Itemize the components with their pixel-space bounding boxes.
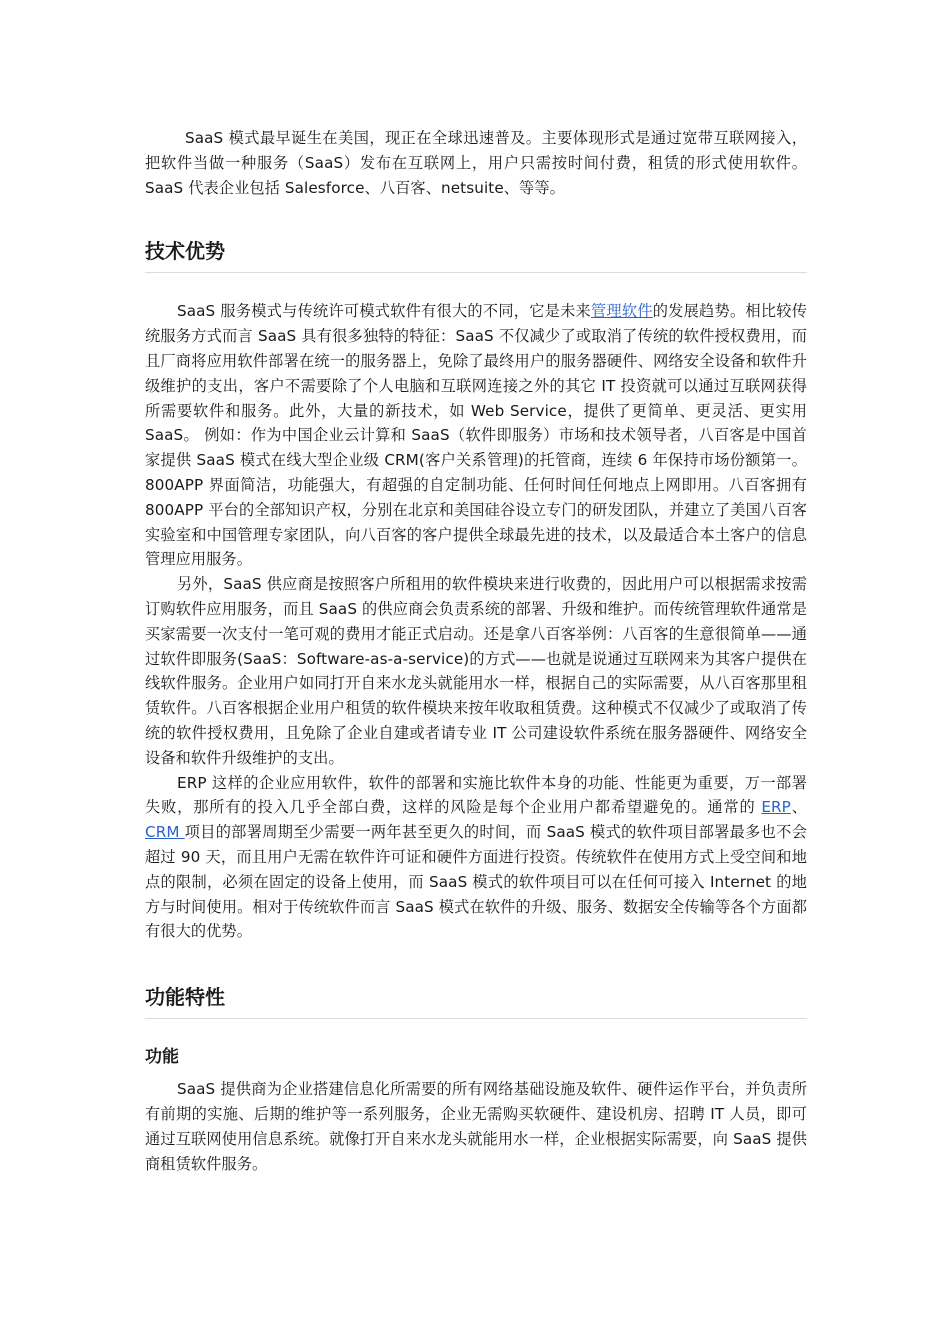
tech-p1-text-before: SaaS 服务模式与传统许可模式软件有很大的不同，它是未来 [177,302,591,321]
subheading-function: 功能 [145,1047,179,1068]
tech-paragraph-1 [145,299,807,572]
tech-paragraph-3 [145,771,807,945]
tech-p3-text-before: ERP 这样的企业应用软件，软件的部署和实施比软件本身的功能、性能更为重要，万一部署失败，那所有的投入几乎全部白费，这样的风险是每个企业用户都希望避免的。通常的 [145,773,807,817]
erp-link[interactable]: ERP [761,798,791,817]
tech-p3-text-after: 项目的部署周期至少需要一两年甚至更久的时间，而 SaaS 模式的软件项目部署最多也不会超过 90 天，而且用户无需在软件许可证和硬件方面进行投资。传统软件在使用方式上受空间和地点的限制，必须在固定的设备上使用，而 SaaS 模式的软件项目可以在任何可接入 Internet 的地方与时间使用。相对于传统软件而言 SaaS 模式在软件的升级、服务、数据安全传输等各个方面都有很大的优势。 [145,823,807,941]
tech-p3-separator: 、 [790,798,807,817]
intro-paragraph: SaaS 模式最早诞生在美国，现正在全球迅速普及。主要体现形式是通过宽带互联网接入，把软件当做一种服务（SaaS）发布在互联网上，用户只需按时间付费，租赁的形式使用软件。SaaS 代表企业包括 Salesforce、八百客、netsuite、等等。 [145,129,807,197]
document-body [145,126,807,1176]
section-heading-tech-advantages: 技术优势 [145,236,807,273]
tech-paragraph-2: 另外，SaaS 供应商是按照客户所租用的软件模块来进行收费的，因此用户可以根据需求按需订购软件应用服务，而且 SaaS 的供应商会负责系统的部署、升级和维护。而传统管理软件通常是买家需要一次支付一笔可观的费用才能正式启动。还是拿八百客举例：八百客的生意很简单——通过软件即服务(SaaS：Software-as-a-service)的方式——也就是说通过互联网来为其客户提供在线软件服务。企业用户如同打开自来水龙头就能用水一样，根据自己的实际需要，从八百客那里租赁软件。八百客根据企业用户租赁的软件模块来按年收取租赁费。这种模式不仅减少了或取消了传统的软件授权费用，且免除了企业自建或者请专业 IT 公司建设软件系统在服务器硬件、网络安全设备和软件升级维护的支出。 [145,575,807,767]
crm-link[interactable]: CRM [145,823,185,842]
section-heading-features: 功能特性 [145,982,807,1019]
tech-p1-text-after: 的发展趋势。相比较传统服务方式而言 SaaS 具有很多独特的特征：SaaS 不仅减少了或取消了传统的软件授权费用，而且厂商将应用软件部署在统一的服务器上，免除了最终用户的服务器硬件、网络安全设备和软件升级维护的支出，客户不需要除了个人电脑和互联网连接之外的其它 IT 投资就可以通过互联网获得所需要软件和服务。此外，大量的新技术，如 Web Service，提供了更简单、更灵活、更实用 SaaS。 例如：作为中国企业云计算和 SaaS（软件即服务）市场和技术领导者，八百客是中国首家提供 SaaS 模式在线大型企业级 CRM(客户关系管理)的托管商，连续 6 年保持市场份额第一。800APP 界面简洁，功能强大，有超强的自定制功能、任何时间任何地点上网即用。八百客拥有 800APP 平台的全部知识产权，分别在北京和美国硅谷设立专门的研发团队，并建立了美国八百客实验室和中国管理专家团队，向八百客的客户提供全球最先进的技术，以及最适合本土客户的信息管理应用服务。 [145,302,807,569]
features-paragraph-1: SaaS 提供商为企业搭建信息化所需要的所有网络基础设施及软件、硬件运作平台，并负责所有前期的实施、后期的维护等一系列服务，企业无需购买软硬件、建设机房、招聘 IT 人员，即可通过互联网使用信息系统。就像打开自来水龙头就能用水一样，企业根据实际需要，向 SaaS 提供商租赁软件服务。 [145,1080,807,1173]
management-software-link[interactable]: 管理软件 [590,302,653,321]
